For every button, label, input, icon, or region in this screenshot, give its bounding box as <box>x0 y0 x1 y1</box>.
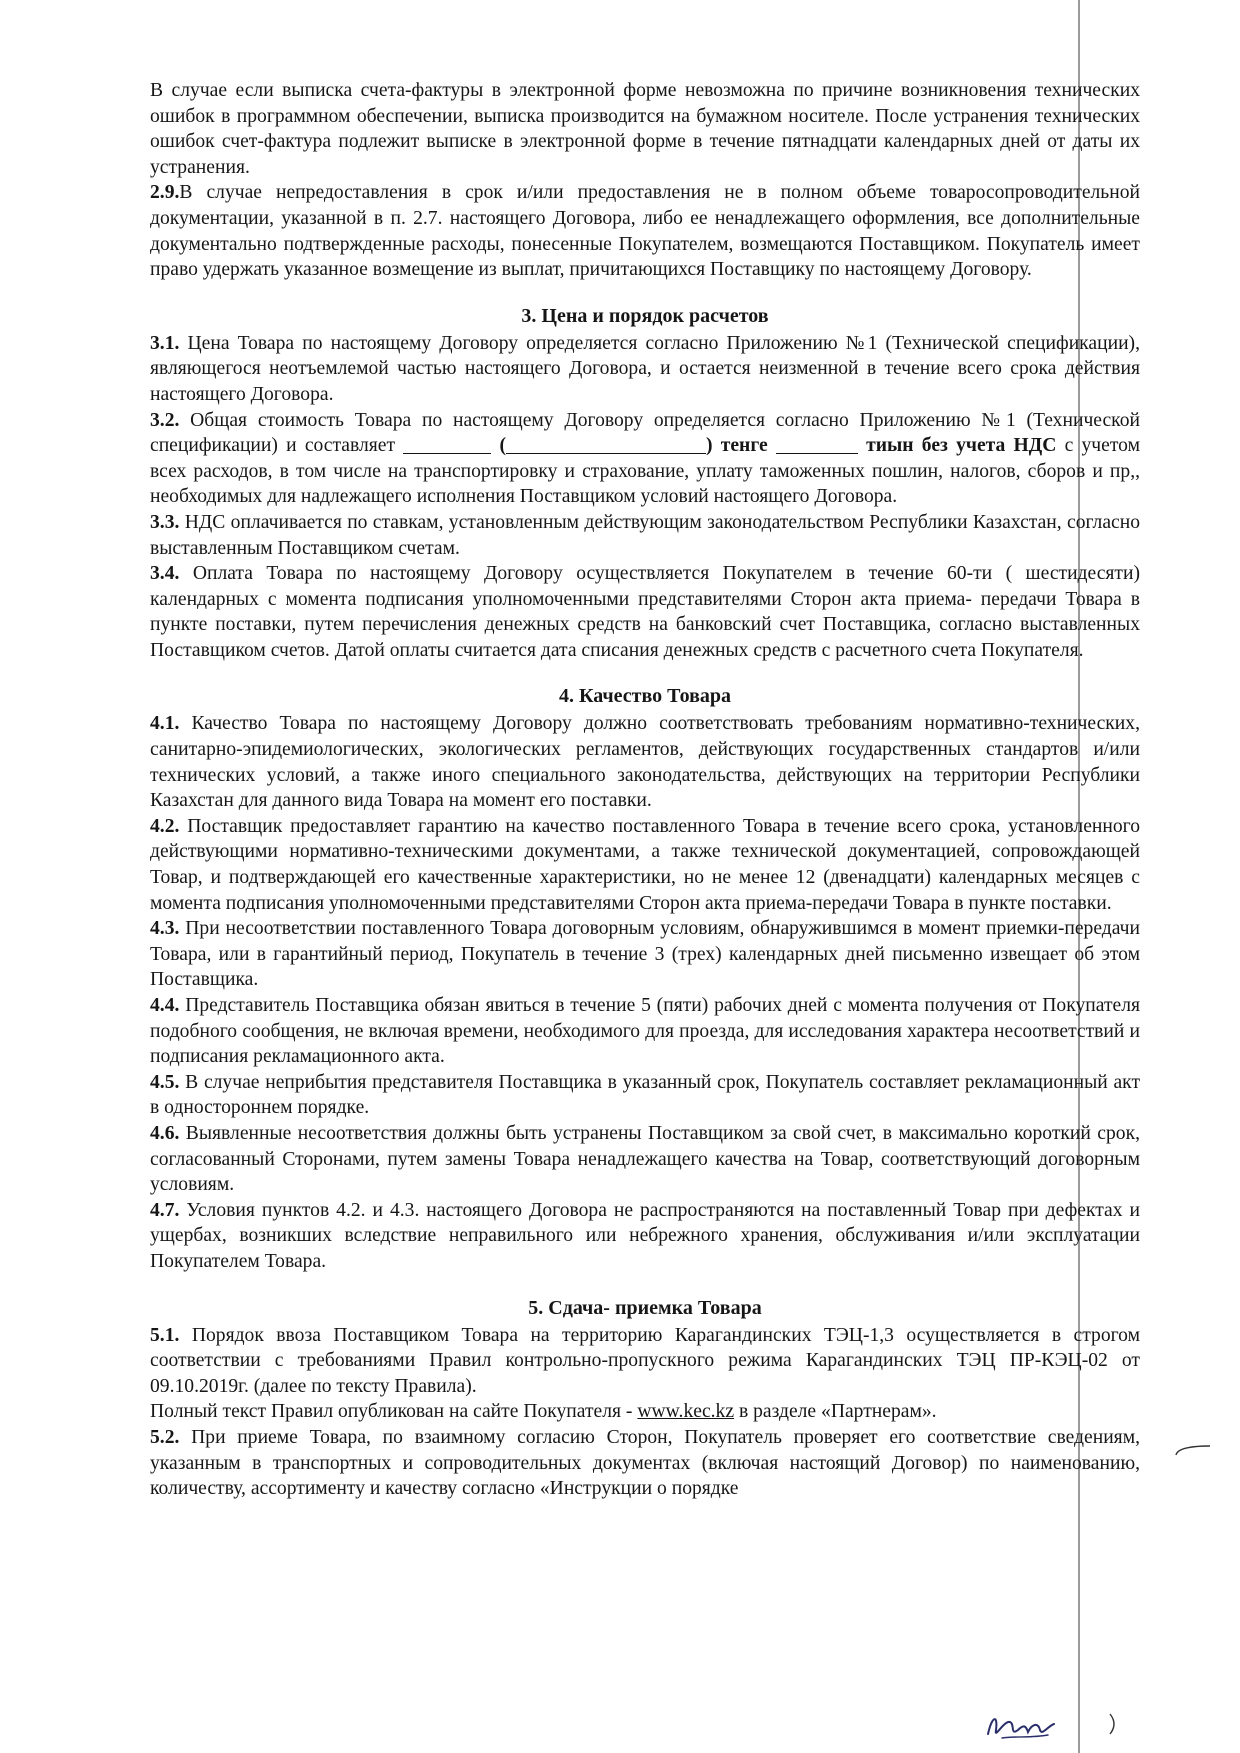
clause-text: Порядок ввоза Поставщиком Товара на территорию Карагандинских ТЭЦ-1,3 осуществляется в строгом соответствии с требованиями Правил контрольно-пропускного режима Карагандинских ТЭЦ ПР-КЭЦ-02 от 09.10.2019г. (далее по тексту Правила). <box>150 1324 1141 1397</box>
tiyn-label: тиын <box>866 435 914 457</box>
clause-4-3 <box>150 916 1140 993</box>
handwritten-initials-icon <box>982 1708 1062 1744</box>
clause-3-3 <box>150 510 1140 561</box>
section-3-title: 3. Цена и порядок расчетов <box>521 304 769 327</box>
clause-number: 4.3. <box>150 918 180 940</box>
clause-number: 3.1. <box>150 332 180 354</box>
clause-3-1 <box>150 331 1140 408</box>
rules-publication-note <box>150 1399 1140 1425</box>
clause-text: Общая стоимость Товара по настоящему Договору определяется согласно Приложению №1 (Технической спецификации) и составляет <box>150 409 1140 457</box>
clause-4-7 <box>150 1198 1140 1275</box>
vat-note: без учета НДС <box>921 435 1057 457</box>
clause-4-4 <box>150 993 1140 1070</box>
clause-number: 3.2. <box>150 409 180 431</box>
clause-text: Качество Товара по настоящему Договору должно соответствовать требованиям нормативно-технических, санитарно-эпидемиологических, экологических регламентов, действующих государственных стандартов и/или технических условий, а также иного специального законодательства, действующих на территории Республики Казахстан для данного вида Товара на момент его поставки. <box>150 713 1140 812</box>
clause-text: В случае неприбытия представителя Поставщика в указанный срок, Покупатель составляет рекламационный акт в одностороннем порядке. <box>150 1071 1141 1119</box>
clause-3-2 <box>150 408 1140 510</box>
clause-text: В случае непредоставления в срок и/или предоставления не в полном объеме товаросопроводительной документации, указанной в п. 2.7. настоящего Договора, либо ее ненадлежащего оформления, все дополнительные документально подтвержденные расходы, понесенные Покупателем, возмещаются Поставщиком. Покупатель имеет право удержать указанное возмещение из выплат, причитающихся Поставщику по настоящему Договору. <box>150 182 1140 281</box>
clause-number: 5.2. <box>150 1426 180 1448</box>
clause-number: 4.6. <box>150 1122 180 1144</box>
price-blank <box>403 435 491 454</box>
section-4-title: 4. Качество Товара <box>558 685 732 708</box>
tenge-label: ) тенге <box>705 435 768 457</box>
clause-number: 2.9. <box>150 182 180 204</box>
intro-paragraph: В случае если выписка счета-фактуры в электронной форме невозможна по причине возникновения технических ошибок в программном обеспечении, выписка производится на бумажном носителе. После устранения технических ошибок счет-фактура подлежит выписке в электронной форме в течение пятнадцати календарных дней от даты их устранения. <box>150 80 1140 178</box>
clause-text: Цена Товара по настоящему Договору определяется согласно Приложению №1 (Технической спецификации), являющегося неотъемлемой частью настоящего Договора, и остается неизменной в течение всего срока действия настоящего Договора. <box>150 332 1140 405</box>
clause-number: 4.1. <box>150 713 180 735</box>
clause-4-2 <box>150 814 1140 916</box>
clause-text: Представитель Поставщика обязан явиться в течение 5 (пяти) рабочих дней с момента получения от Покупателя подобного сообщения, не включая времени, необходимого для проезда, для исследования характера несоответствий и подписания рекламационного акта. <box>150 995 1140 1068</box>
clause-text: Оплата Товара по настоящему Договору осуществляется Покупателем в течение 60-ти ( шестидесяти) календарных с момента подписания уполномоченными представителями Сторон акта приема- передачи Товара в пункте поставки, путем перечисления денежных средств на банковский счет Поставщика, согласно выставленных Поставщиком счетов. Датой оплаты считается дата списания денежных средств с расчетного счета Покупателя. <box>150 563 1140 661</box>
tiyn-blank <box>776 435 858 454</box>
clause-5-1 <box>150 1323 1140 1400</box>
clause-text: Выявленные несоответствия должны быть устранены Поставщиком за свой счет, в максимально короткий срок, согласованный Сторонами, путем замены Товара ненадлежащего качества на Товар, соответствующий договорным условиям. <box>150 1122 1140 1196</box>
margin-bracket-mark <box>1108 1712 1120 1736</box>
clause-text: При несоответствии поставленного Товара договорным условиям, обнаружившимся в момент приемки-передачи Товара, или в гарантийный период, Покупатель в течение 3 (трех) календарных дней письменно извещает об этом Поставщика. <box>150 918 1140 991</box>
clause-3-4 <box>150 561 1140 663</box>
note-text-cont: в разделе «Партнерам». <box>738 1401 937 1423</box>
clause-5-2 <box>150 1425 1140 1502</box>
clause-number: 3.3. <box>150 511 180 533</box>
section-5-title: 5. Сдача- приемка Товара <box>528 1296 762 1319</box>
clause-2-9 <box>150 180 1140 282</box>
clause-number: 4.2. <box>150 815 180 837</box>
document-body <box>150 78 1140 1502</box>
margin-pen-mark <box>1172 1443 1212 1457</box>
clause-number: 3.4. <box>150 563 180 585</box>
clause-text: НДС оплачивается по ставкам, установленным действующим законодательством Республики Казахстан, согласно выставленным Поставщиком счетам. <box>150 511 1140 559</box>
clause-4-5 <box>150 1070 1140 1121</box>
clause-text: При приеме Товара, по взаимному согласию Сторон, Покупатель проверяет его соответствие сведениям, указанным в транспортных и сопроводительных документах (включая настоящий Договор) по наименованию, количеству, ассортименту и качеству согласно «Инструкции о порядке <box>150 1426 1140 1500</box>
note-text: Полный текст Правил опубликован на сайте Покупателя - <box>150 1401 633 1423</box>
clause-text-cont: с учетом всех расходов, в том числе на транспортировку и страхование, уплату таможенных пошлин, налогов, сборов и пр,, необходимых для надлежащего исполнения Поставщиком условий настоящего Договора. <box>150 435 1140 508</box>
clause-number: 5.1. <box>150 1324 180 1346</box>
clause-number: 4.7. <box>150 1199 180 1221</box>
open-paren: ( <box>499 435 506 457</box>
clause-text: Условия пунктов 4.2. и 4.3. настоящего Договора не распространяются на поставленный Товар при дефектах и ущербах, возникших вследствие неправильного или небрежного хранения, обслуживания и/или эксплуатации Покупателем Товара. <box>150 1199 1140 1272</box>
price-words-blank <box>506 435 706 454</box>
clause-number: 4.4. <box>150 995 180 1016</box>
clause-4-1 <box>150 711 1140 813</box>
clause-text: Поставщик предоставляет гарантию на качество поставленного Товара в течение всего срока, установленного действующими нормативно-техническими документами, а также технической документацией, сопровождающей Товар, и подтверждающей его качественные характеристики, но не менее 12 (двенадцати) календарных месяцев с момента подписания уполномоченными представителями Сторон акта приема-передачи Товара в пункте поставки. <box>150 815 1141 914</box>
clause-4-6 <box>150 1121 1140 1198</box>
clause-number: 4.5. <box>150 1071 180 1093</box>
website-link[interactable]: www.kec.kz <box>637 1401 735 1423</box>
